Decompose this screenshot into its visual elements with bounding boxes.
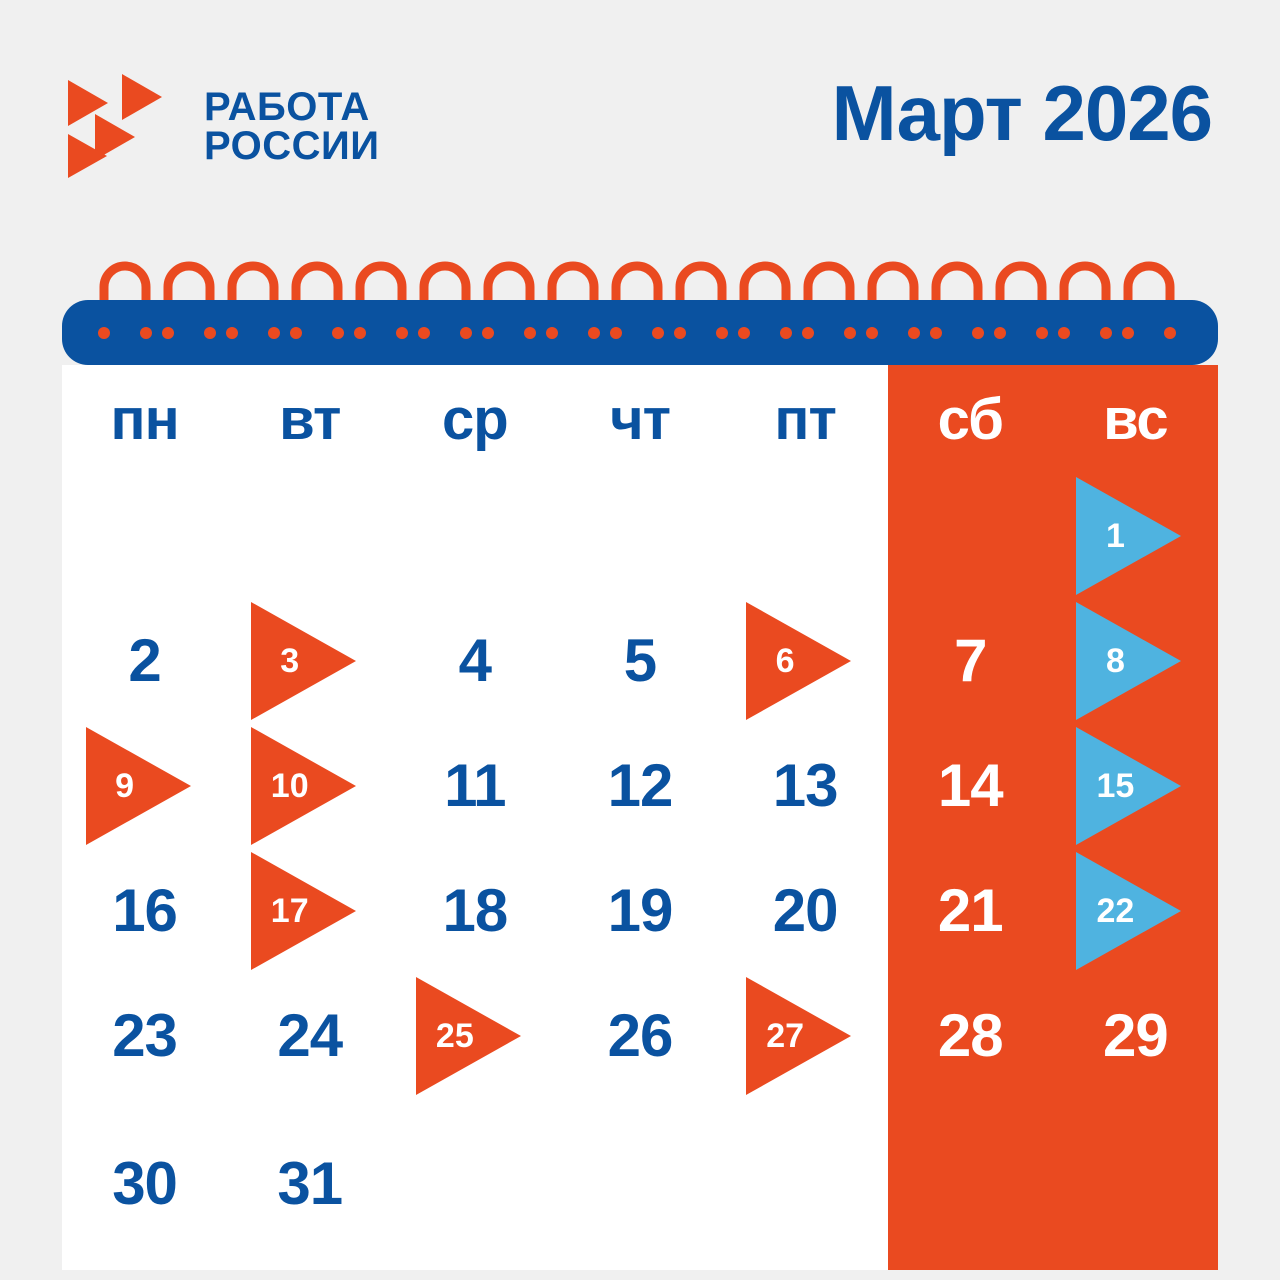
- weekday-header-4: пт: [774, 386, 836, 452]
- calendar-day-cell[interactable]: [62, 598, 227, 723]
- day-number: 30: [112, 1150, 177, 1217]
- triangle-shape-icon: [1076, 477, 1181, 595]
- calendar-day-cell[interactable]: [62, 973, 227, 1098]
- short-day-triangle-icon: [251, 727, 369, 845]
- triangle-shape-icon: [251, 602, 356, 720]
- weekday-header-5: сб: [937, 386, 1003, 452]
- day-number: 1: [1105, 516, 1125, 555]
- brand-logo: [62, 72, 380, 182]
- day-number: 20: [772, 876, 838, 944]
- calendar-cell-empty: [392, 473, 557, 598]
- calendar-day-cell[interactable]: [392, 973, 557, 1098]
- calendar-day-cell[interactable]: [392, 848, 557, 973]
- calendar-sheet: [62, 365, 1218, 1270]
- calendar-day-cell[interactable]: [62, 723, 227, 848]
- weekday-header-6: вс: [1103, 386, 1168, 452]
- calendar-day-cell[interactable]: [888, 973, 1053, 1098]
- day-number: 13: [772, 751, 838, 819]
- day-number: 19: [607, 876, 673, 944]
- day-number: 26: [607, 1001, 673, 1069]
- short-day-triangle-icon: [746, 602, 864, 720]
- day-number: 6: [775, 641, 795, 680]
- calendar-day-cell[interactable]: [227, 1098, 392, 1270]
- calendar-cell-empty: [392, 1098, 557, 1270]
- weekend-triangle-icon: [1076, 477, 1194, 595]
- calendar-cell-empty: [723, 1098, 888, 1270]
- calendar-widget: [62, 255, 1218, 1270]
- weekday-header-1: вт: [279, 386, 341, 452]
- calendar-day-cell[interactable]: [392, 723, 557, 848]
- calendar-cell-empty: [888, 1098, 1053, 1270]
- day-number: 8: [1105, 641, 1125, 680]
- calendar-day-cell[interactable]: [557, 598, 722, 723]
- calendar-day-cell[interactable]: [888, 723, 1053, 848]
- calendar-spiral-binding: [62, 255, 1218, 365]
- day-number: 10: [270, 766, 309, 805]
- brand-wordmark: [204, 84, 380, 168]
- calendar-cell-empty: [1053, 1098, 1218, 1270]
- calendar-day-cell[interactable]: [227, 848, 392, 973]
- calendar-cell-empty: [888, 473, 1053, 598]
- calendar-day-cell[interactable]: [227, 598, 392, 723]
- calendar-cell-empty: [227, 473, 392, 598]
- brand-wordmark-line2: РОССИИ: [204, 124, 380, 168]
- calendar-cell-empty: [62, 473, 227, 598]
- calendar-day-cell[interactable]: [1053, 973, 1218, 1098]
- calendar-day-cell[interactable]: [62, 1098, 227, 1270]
- calendar-day-cell[interactable]: [62, 848, 227, 973]
- brand-wordmark-line1: РАБОТА: [204, 84, 370, 129]
- weekend-triangle-icon: [1076, 602, 1194, 720]
- calendar-day-cell[interactable]: [723, 598, 888, 723]
- calendar-day-cell[interactable]: [557, 723, 722, 848]
- calendar-day-cell[interactable]: [1053, 598, 1218, 723]
- weekend-triangle-icon: [1076, 852, 1194, 970]
- calendar-day-cell[interactable]: [227, 723, 392, 848]
- day-number: 15: [1096, 766, 1135, 805]
- short-day-triangle-icon: [746, 977, 864, 1095]
- calendar-day-cell[interactable]: [723, 848, 888, 973]
- day-number: 18: [442, 876, 508, 944]
- short-day-triangle-icon: [251, 852, 369, 970]
- day-number: 12: [607, 751, 673, 819]
- weekend-triangle-icon: [1076, 727, 1194, 845]
- triangle-shape-icon: [86, 727, 191, 845]
- triangle-shape-icon: [746, 602, 851, 720]
- calendar-day-cell[interactable]: [557, 973, 722, 1098]
- day-number: 5: [623, 626, 657, 694]
- calendar-cell-empty: [557, 1098, 722, 1270]
- calendar-day-cell[interactable]: [888, 598, 1053, 723]
- calendar-day-cell[interactable]: [227, 973, 392, 1098]
- weekday-header-3: чт: [609, 386, 671, 452]
- month-title: Март 2026: [831, 69, 1212, 157]
- calendar-cell-empty: [557, 473, 722, 598]
- day-number: 9: [115, 766, 135, 805]
- day-number: 17: [270, 891, 309, 930]
- calendar-day-cell[interactable]: [557, 848, 722, 973]
- calendar-day-cell[interactable]: [1053, 848, 1218, 973]
- day-number: 31: [277, 1150, 343, 1217]
- day-number: 2: [128, 626, 161, 694]
- day-number: 7: [954, 626, 987, 694]
- short-day-triangle-icon: [416, 977, 534, 1095]
- calendar-day-cell[interactable]: [888, 848, 1053, 973]
- day-number: 25: [435, 1016, 474, 1055]
- calendar-cell-empty: [723, 473, 888, 598]
- day-number: 23: [112, 1001, 177, 1069]
- day-number: 4: [458, 626, 492, 694]
- day-number: 28: [937, 1001, 1003, 1069]
- day-number: 14: [937, 751, 1003, 819]
- calendar-day-cell[interactable]: [1053, 723, 1218, 848]
- calendar-day-cell[interactable]: [723, 973, 888, 1098]
- day-number: 3: [280, 641, 300, 680]
- calendar-day-cell[interactable]: [1053, 473, 1218, 598]
- day-number: 21: [937, 876, 1003, 944]
- weekday-header-0: пн: [110, 386, 179, 452]
- rabota-rossii-logo-icon: [62, 72, 190, 182]
- calendar-day-cell[interactable]: [392, 598, 557, 723]
- day-number: 27: [766, 1016, 805, 1055]
- triangle-shape-icon: [1076, 602, 1181, 720]
- day-number: 29: [1103, 1001, 1168, 1069]
- weekday-header-2: ср: [442, 386, 508, 452]
- page-header: [0, 60, 1280, 190]
- day-number: 11: [444, 751, 506, 819]
- calendar-grid: [62, 365, 1218, 1270]
- calendar-day-cell[interactable]: [723, 723, 888, 848]
- short-day-triangle-icon: [251, 602, 369, 720]
- short-day-triangle-icon: [86, 727, 204, 845]
- day-number: 22: [1096, 891, 1135, 930]
- day-number: 24: [277, 1001, 343, 1069]
- day-number: 16: [112, 876, 177, 944]
